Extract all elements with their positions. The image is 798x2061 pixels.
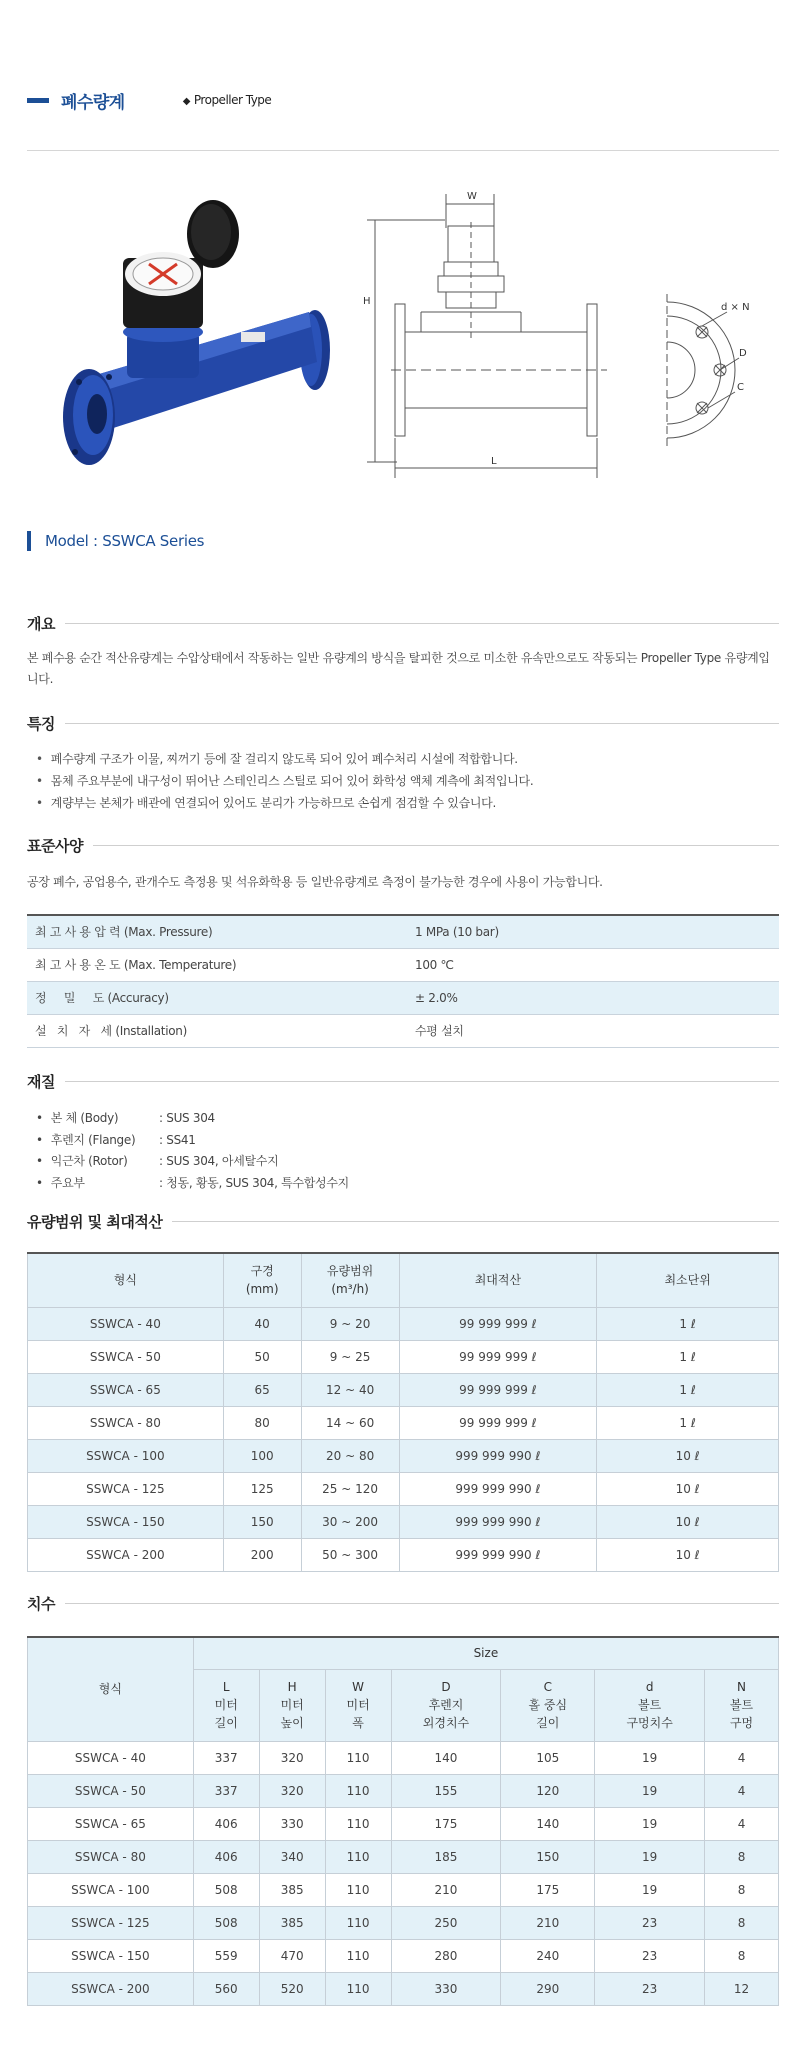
dim-h-label: H (363, 296, 371, 307)
table-cell: 508 (193, 1873, 259, 1906)
table-cell: 19 (595, 1807, 705, 1840)
column-header: N 볼트 구멍 (705, 1669, 779, 1741)
table-cell: 1 ℓ (597, 1340, 779, 1373)
material-heading (27, 1070, 779, 1092)
table-cell: 99 999 999 ℓ (399, 1373, 597, 1406)
column-header: 구경 (mm) (223, 1253, 301, 1307)
table-cell: 999 999 990 ℓ (399, 1538, 597, 1571)
table-cell: 999 999 990 ℓ (399, 1439, 597, 1472)
table-cell: 4 (705, 1807, 779, 1840)
table-cell: 19 (595, 1741, 705, 1774)
table-cell: 290 (501, 1972, 595, 2005)
table-cell: 50 (223, 1340, 301, 1373)
table-cell: 10 ℓ (597, 1538, 779, 1571)
table-cell: 25 ~ 120 (301, 1472, 399, 1505)
table-row (28, 1406, 779, 1439)
features-list (36, 748, 776, 814)
table-cell: 110 (325, 1906, 391, 1939)
table-cell: 385 (259, 1873, 325, 1906)
heading-rule (172, 1221, 779, 1222)
column-header: 유량범위 (m³/h) (301, 1253, 399, 1307)
table-row (28, 1307, 779, 1340)
heading-rule (65, 1081, 779, 1082)
table-cell: 125 (223, 1472, 301, 1505)
table-cell: SSWCA - 40 (28, 1307, 224, 1340)
page-header (27, 88, 271, 112)
table-row (28, 1807, 779, 1840)
model-accent-bar (27, 531, 31, 551)
table-row (28, 1505, 779, 1538)
table-cell: 30 ~ 200 (301, 1505, 399, 1538)
table-cell: 110 (325, 1741, 391, 1774)
column-header: 형식 (28, 1253, 224, 1307)
table-row (28, 1741, 779, 1774)
table-cell: 110 (325, 1972, 391, 2005)
dim-c-label: C (737, 382, 744, 393)
overview-heading (27, 612, 779, 634)
table-cell: SSWCA - 125 (28, 1906, 194, 1939)
table-cell: 150 (501, 1840, 595, 1873)
table-header-row (28, 1253, 779, 1307)
table-header-row (28, 1637, 779, 1669)
table-row (28, 1906, 779, 1939)
table-cell: SSWCA - 50 (28, 1340, 224, 1373)
spec-value: ± 2.0% (407, 981, 779, 1014)
title-accent-bar (27, 98, 49, 103)
table-cell: SSWCA - 200 (28, 1538, 224, 1571)
list-item: • 후렌지 (Flange) : SS41 (36, 1130, 536, 1152)
table-row (28, 1373, 779, 1406)
table-cell: SSWCA - 200 (28, 1972, 194, 2005)
dim-dxn-label: d × N (721, 302, 750, 313)
table-cell: 14 ~ 60 (301, 1406, 399, 1439)
standard-heading-label: 표준사양 (27, 836, 83, 855)
dims-table (27, 1636, 779, 2006)
dim-w-label: W (467, 191, 477, 202)
table-cell: SSWCA - 100 (28, 1873, 194, 1906)
features-heading (27, 712, 779, 734)
table-cell: 110 (325, 1939, 391, 1972)
table-cell: 175 (391, 1807, 501, 1840)
model-text: Model : SSWCA Series (45, 532, 205, 550)
table-cell: 140 (501, 1807, 595, 1840)
spec-value: 수평 설치 (407, 1014, 779, 1047)
list-item: • 폐수량계 구조가 이물, 찌꺼기 등에 잘 걸리지 않도록 되어 있어 폐수처리 시설에 적합합니다. (36, 748, 776, 770)
table-cell: 10 ℓ (597, 1505, 779, 1538)
dim-l-label: L (491, 456, 497, 467)
flow-heading-label: 유량범위 및 최대적산 (27, 1212, 163, 1231)
table-cell: 340 (259, 1840, 325, 1873)
column-header: 최대적산 (399, 1253, 597, 1307)
table-row (28, 1873, 779, 1906)
table-cell: 210 (391, 1873, 501, 1906)
list-item: • 계량부는 본체가 배관에 연결되어 있어도 분리가 가능하므로 손쉽게 점검할 수 있습니다. (36, 792, 776, 814)
table-cell: 337 (193, 1741, 259, 1774)
table-cell: 320 (259, 1741, 325, 1774)
table-cell: SSWCA - 40 (28, 1741, 194, 1774)
dims-size-header: Size (193, 1637, 778, 1669)
column-header: C 홀 중심 길이 (501, 1669, 595, 1741)
standard-text: 공장 폐수, 공업용수, 관개수도 측정용 및 석유화학용 등 일반유량계로 측정이 불가능한 경우에 사용이 가능합니다. (27, 875, 603, 889)
table-cell: 8 (705, 1906, 779, 1939)
table-cell: 120 (501, 1774, 595, 1807)
spec-label: 최 고 사 용 온 도 (Max. Temperature) (27, 948, 407, 981)
table-cell: 520 (259, 1972, 325, 2005)
table-row (27, 981, 779, 1014)
table-cell: 330 (259, 1807, 325, 1840)
spec-value: 100 ℃ (407, 948, 779, 981)
list-item: • 익근차 (Rotor) : SUS 304, 아세탈수지 (36, 1151, 536, 1173)
flow-meter-photo (63, 200, 330, 465)
overview-text: 본 폐수용 순간 적산유량계는 수압상태에서 작동하는 일반 유량계의 방식을 탈피한 것으로 미소한 유속만으로도 작동되는 Propeller Type 유량계입니다. (27, 651, 770, 686)
table-cell: SSWCA - 150 (28, 1939, 194, 1972)
table-cell: 240 (501, 1939, 595, 1972)
table-cell: 250 (391, 1906, 501, 1939)
standard-heading (27, 834, 779, 856)
table-cell: 406 (193, 1807, 259, 1840)
product-figures (27, 182, 779, 482)
flow-table (27, 1252, 779, 1572)
table-row (28, 1840, 779, 1873)
table-cell: SSWCA - 150 (28, 1505, 224, 1538)
table-cell: 175 (501, 1873, 595, 1906)
table-cell: 100 (223, 1439, 301, 1472)
table-cell: 200 (223, 1538, 301, 1571)
table-row (27, 1014, 779, 1047)
table-cell: 10 ℓ (597, 1472, 779, 1505)
table-row (28, 1939, 779, 1972)
column-header: d 볼트 구멍치수 (595, 1669, 705, 1741)
dims-heading (27, 1592, 779, 1614)
table-cell: 999 999 990 ℓ (399, 1505, 597, 1538)
table-cell: 999 999 990 ℓ (399, 1472, 597, 1505)
table-cell: 99 999 999 ℓ (399, 1307, 597, 1340)
table-cell: 560 (193, 1972, 259, 2005)
table-cell: 20 ~ 80 (301, 1439, 399, 1472)
table-cell: SSWCA - 50 (28, 1774, 194, 1807)
table-cell: 110 (325, 1873, 391, 1906)
table-cell: 110 (325, 1774, 391, 1807)
features-heading-label: 특징 (27, 714, 55, 733)
column-header: D 후렌지 외경치수 (391, 1669, 501, 1741)
table-cell: 99 999 999 ℓ (399, 1340, 597, 1373)
diamond-icon: ◆ (182, 96, 190, 107)
table-cell: 65 (223, 1373, 301, 1406)
table-cell: 19 (595, 1873, 705, 1906)
table-row (28, 1774, 779, 1807)
heading-rule (65, 1603, 779, 1604)
table-cell: 23 (595, 1906, 705, 1939)
column-header: L 미터 길이 (193, 1669, 259, 1741)
table-cell: 19 (595, 1840, 705, 1873)
spec-label: 정 밀 도 (Accuracy) (27, 981, 407, 1014)
dims-model-header: 형식 (28, 1637, 194, 1741)
table-cell: SSWCA - 80 (28, 1840, 194, 1873)
table-cell: 4 (705, 1741, 779, 1774)
table-cell: 1 ℓ (597, 1373, 779, 1406)
table-cell: 50 ~ 300 (301, 1538, 399, 1571)
table-cell: 320 (259, 1774, 325, 1807)
spec-label: 최 고 사 용 압 력 (Max. Pressure) (27, 915, 407, 948)
table-row (28, 1972, 779, 2005)
heading-rule (65, 723, 779, 724)
table-cell: 1 ℓ (597, 1307, 779, 1340)
table-cell: 19 (595, 1774, 705, 1807)
table-cell: 8 (705, 1873, 779, 1906)
table-cell: 9 ~ 20 (301, 1307, 399, 1340)
side-view-drawing (367, 194, 607, 478)
spec-table (27, 914, 779, 1048)
page-subtitle (183, 93, 272, 107)
table-cell: SSWCA - 80 (28, 1406, 224, 1439)
spec-value: 1 MPa (10 bar) (407, 915, 779, 948)
table-cell: 23 (595, 1939, 705, 1972)
table-cell: 12 ~ 40 (301, 1373, 399, 1406)
table-cell: 150 (223, 1505, 301, 1538)
table-cell: 10 ℓ (597, 1439, 779, 1472)
material-heading-label: 재질 (27, 1072, 55, 1091)
list-item: • 몸체 주요부분에 내구성이 뛰어난 스테인리스 스틸로 되어 있어 화학성 액체 계측에 최적입니다. (36, 770, 776, 792)
table-cell: SSWCA - 125 (28, 1472, 224, 1505)
table-cell: 110 (325, 1840, 391, 1873)
table-cell: SSWCA - 65 (28, 1807, 194, 1840)
table-row (27, 948, 779, 981)
table-cell: 210 (501, 1906, 595, 1939)
spec-label: 설 치 자 세 (Installation) (27, 1014, 407, 1047)
dim-d-label: D (739, 348, 747, 359)
heading-rule (65, 623, 779, 624)
figures-svg (27, 182, 779, 482)
heading-rule (93, 845, 779, 846)
table-row (28, 1439, 779, 1472)
table-cell: 12 (705, 1972, 779, 2005)
table-cell: 99 999 999 ℓ (399, 1406, 597, 1439)
table-cell: 385 (259, 1906, 325, 1939)
table-cell: 4 (705, 1774, 779, 1807)
table-cell: 337 (193, 1774, 259, 1807)
model-heading (27, 530, 204, 552)
table-cell: 40 (223, 1307, 301, 1340)
table-cell: 470 (259, 1939, 325, 1972)
material-list (36, 1108, 536, 1194)
subtitle-text: Propeller Type (193, 93, 272, 107)
table-cell: 140 (391, 1741, 501, 1774)
table-cell: 105 (501, 1741, 595, 1774)
table-cell: 110 (325, 1807, 391, 1840)
table-cell: 8 (705, 1840, 779, 1873)
table-cell: 80 (223, 1406, 301, 1439)
list-item: • 주요부 : 청동, 황동, SUS 304, 특수합성수지 (36, 1173, 536, 1195)
table-cell: 330 (391, 1972, 501, 2005)
flange-end-view (667, 294, 739, 446)
header-divider (27, 150, 779, 151)
table-cell: 23 (595, 1972, 705, 2005)
table-cell: SSWCA - 100 (28, 1439, 224, 1472)
table-row (28, 1472, 779, 1505)
table-row (27, 915, 779, 948)
dims-heading-label: 치수 (27, 1594, 55, 1613)
table-cell: 8 (705, 1939, 779, 1972)
table-cell: 508 (193, 1906, 259, 1939)
table-cell: 9 ~ 25 (301, 1340, 399, 1373)
table-cell: 1 ℓ (597, 1406, 779, 1439)
flow-heading (27, 1210, 779, 1232)
column-header: W 미터 폭 (325, 1669, 391, 1741)
table-cell: 185 (391, 1840, 501, 1873)
table-cell: SSWCA - 65 (28, 1373, 224, 1406)
table-cell: 280 (391, 1939, 501, 1972)
table-cell: 559 (193, 1939, 259, 1972)
table-cell: 406 (193, 1840, 259, 1873)
overview-heading-label: 개요 (27, 614, 55, 633)
page-title: 폐수량계 (61, 92, 125, 113)
column-header: H 미터 높이 (259, 1669, 325, 1741)
table-row (28, 1340, 779, 1373)
column-header: 최소단위 (597, 1253, 779, 1307)
table-row (28, 1538, 779, 1571)
table-cell: 155 (391, 1774, 501, 1807)
list-item: • 본 체 (Body) : SUS 304 (36, 1108, 536, 1130)
